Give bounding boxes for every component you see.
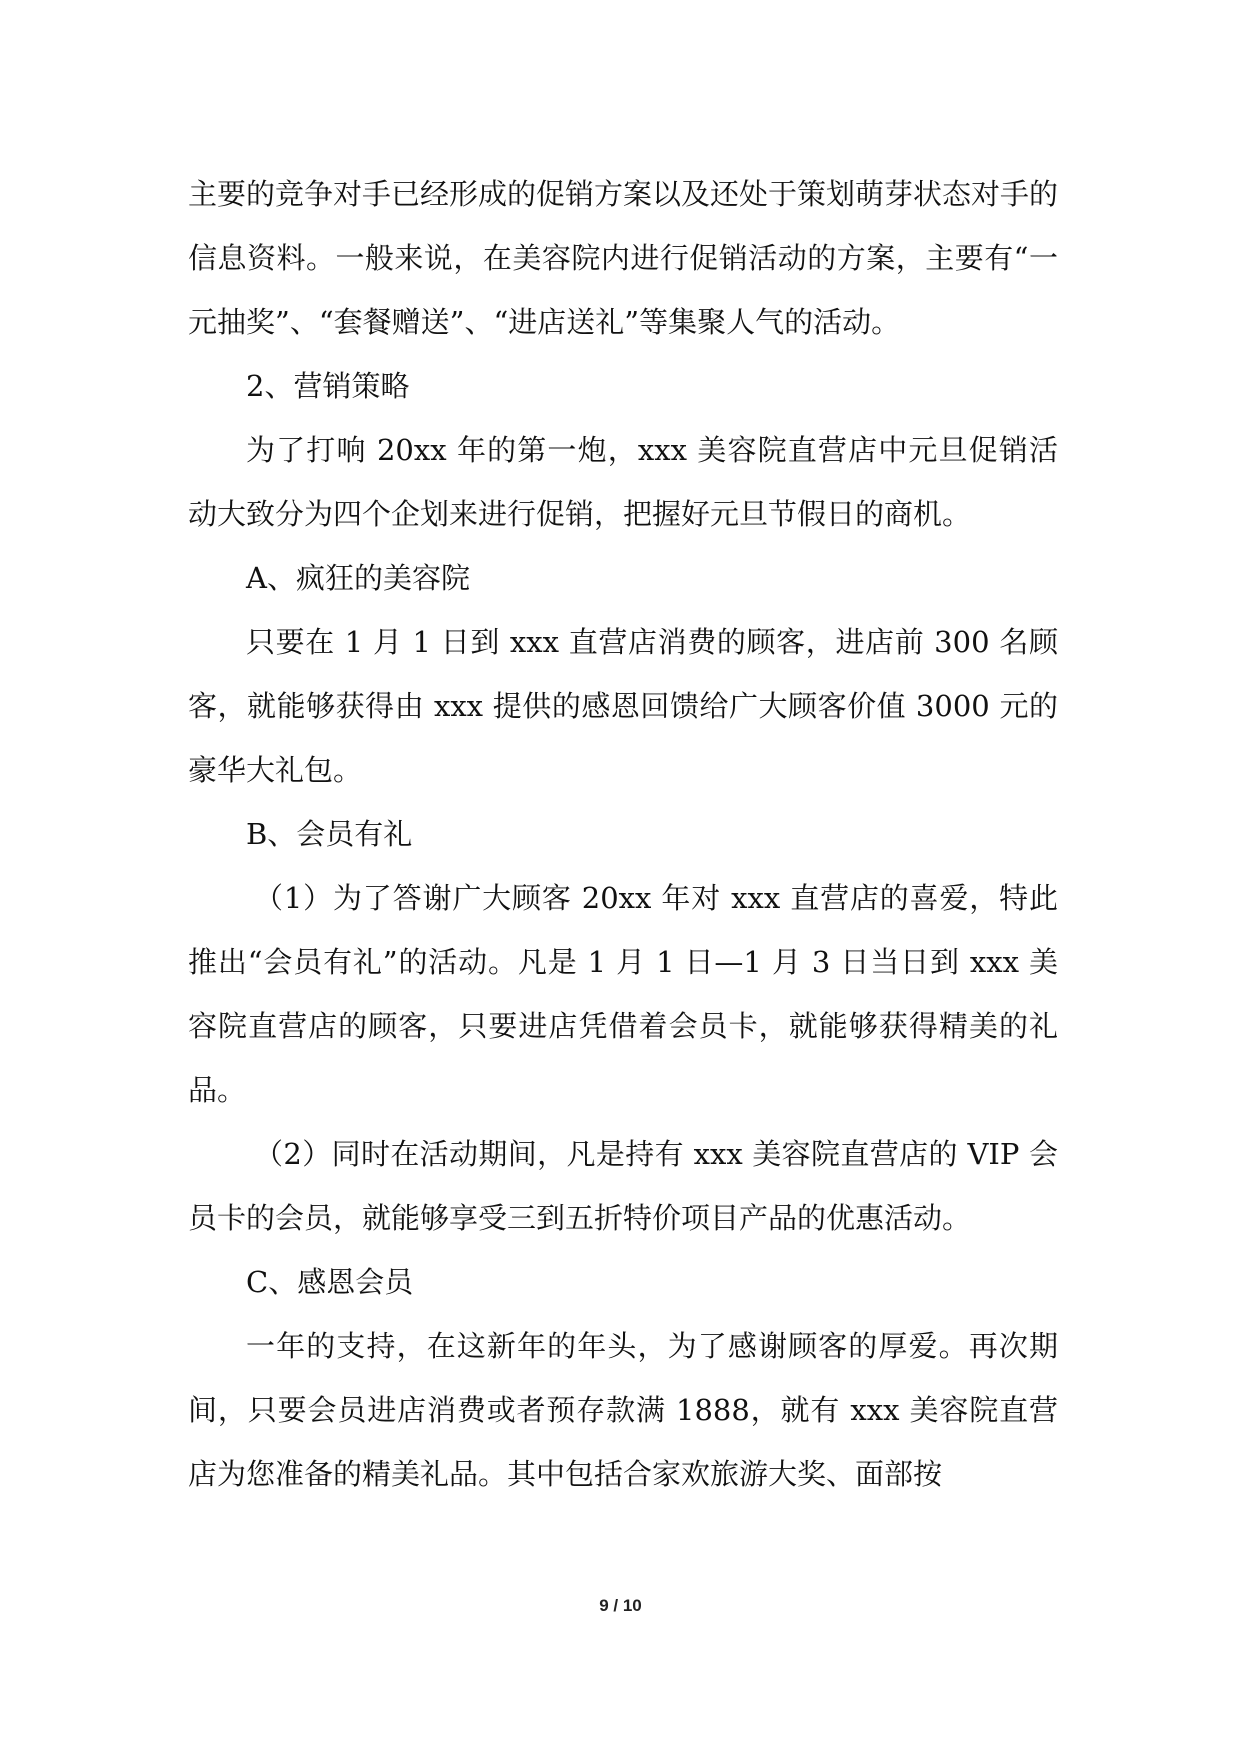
heading-member-gift: B、会员有礼 [246, 817, 413, 851]
paragraph-thank-members: 一年的支持，在这新年的年头，为了感谢顾客的厚爱。再次期间，只要会员进店消费或者预存款满 1888，就有 xxx 美容院直营店为您准备的精美礼品。其中包括合家欢旅游大奖、面部按 [188, 1329, 1058, 1491]
paragraph-crazy-salon: 只要在 1 月 1 日到 xxx 直营店消费的顾客，进店前 300 名顾客，就能够获得由 xxx 提供的感恩回馈给广大顾客价值 3000 元的豪华大礼包。 [188, 625, 1058, 787]
document-body [188, 162, 1058, 1506]
heading-marketing-strategy: 2、营销策略 [246, 369, 410, 403]
paragraph-competitor-info: 主要的竞争对手已经形成的促销方案以及还处于策划萌芽状态对手的信息资料。一般来说，在美容院内进行促销活动的方案，主要有“一元抽奖”、“套餐赠送”、“进店送礼”等集聚人气的活动。 [188, 177, 1059, 339]
page-number: 9 / 10 [599, 1596, 642, 1615]
paragraph-strategy-intro: 为了打响 20xx 年的第一炮，xxx 美容院直营店中元旦促销活动大致分为四个企划来进行促销，把握好元旦节假日的商机。 [188, 433, 1058, 531]
heading-crazy-salon: A、疯狂的美容院 [246, 561, 470, 595]
paragraph-member-gift-2: （2）同时在活动期间，凡是持有 xxx 美容院直营店的 VIP 会员卡的会员，就能够享受三到五折特价项目产品的优惠活动。 [188, 1137, 1058, 1235]
heading-thank-members: C、感恩会员 [246, 1265, 414, 1299]
paragraph-member-gift-1: （1）为了答谢广大顾客 20xx 年对 xxx 直营店的喜爱，特此推出“会员有礼”的活动。凡是 1 月 1 日—1 月 3 日当日到 xxx 美容院直营店的顾客，只要进店凭借着会员卡，就能够获得精美的礼品。 [188, 881, 1058, 1107]
